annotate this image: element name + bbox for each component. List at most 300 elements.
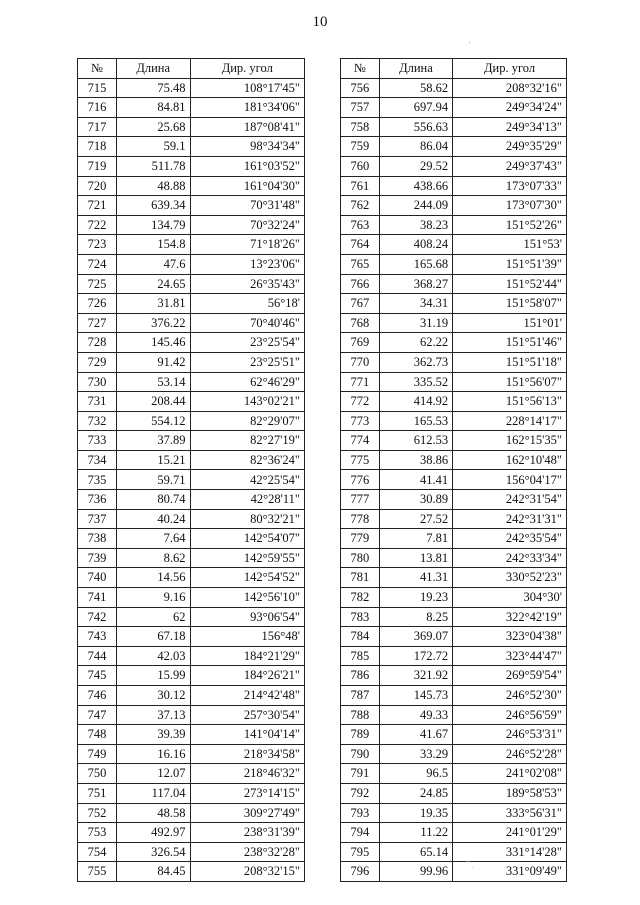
table-row — [341, 176, 567, 196]
cell-number: 721 — [78, 196, 117, 216]
cell-length: 19.23 — [379, 588, 452, 608]
table-row — [78, 156, 305, 176]
cell-length: 335.52 — [379, 372, 452, 392]
table-row — [341, 764, 567, 784]
table-row — [341, 568, 567, 588]
cell-angle: 228°14'17" — [453, 411, 567, 431]
cell-angle: 242°31'31" — [453, 509, 567, 529]
cell-number: 715 — [78, 78, 117, 98]
cell-number: 741 — [78, 588, 117, 608]
cell-length: 42.03 — [116, 646, 190, 666]
cell-angle: 238°31'39" — [190, 823, 304, 843]
table-row — [341, 372, 567, 392]
cell-number: 789 — [341, 725, 380, 745]
cell-number: 727 — [78, 313, 117, 333]
cell-number: 731 — [78, 392, 117, 412]
cell-length: 556.63 — [379, 117, 452, 137]
cell-number: 724 — [78, 254, 117, 274]
cell-angle: 151°52'26" — [453, 215, 567, 235]
cell-number: 734 — [78, 450, 117, 470]
cell-angle: 82°29'07" — [190, 411, 304, 431]
cell-number: 750 — [78, 764, 117, 784]
cell-length: 65.14 — [379, 842, 452, 862]
cell-number: 729 — [78, 352, 117, 372]
cell-length: 41.67 — [379, 725, 452, 745]
table-row — [78, 98, 305, 118]
cell-angle: 330°52'23" — [453, 568, 567, 588]
cell-length: 438.66 — [379, 176, 452, 196]
cell-number: 790 — [341, 744, 380, 764]
cell-length: 67.18 — [116, 627, 190, 647]
cell-length: 40.24 — [116, 509, 190, 529]
cell-angle: 156°48' — [190, 627, 304, 647]
table-row — [341, 686, 567, 706]
cell-length: 19.35 — [379, 803, 452, 823]
cell-length: 30.89 — [379, 490, 452, 510]
cell-number: 771 — [341, 372, 380, 392]
cell-number: 775 — [341, 450, 380, 470]
cell-length: 134.79 — [116, 215, 190, 235]
cell-number: 772 — [341, 392, 380, 412]
cell-length: 37.13 — [116, 705, 190, 725]
cell-length: 326.54 — [116, 842, 190, 862]
table-row — [78, 431, 305, 451]
cell-length: 117.04 — [116, 783, 190, 803]
cell-number: 786 — [341, 666, 380, 686]
cell-angle: 208°32'15" — [190, 862, 304, 882]
cell-length: 368.27 — [379, 274, 452, 294]
cell-angle: 322°42'19" — [453, 607, 567, 627]
cell-angle: 331°14'28" — [453, 842, 567, 862]
cell-angle: 82°27'19" — [190, 431, 304, 451]
cell-length: 414.92 — [379, 392, 452, 412]
cell-length: 12.07 — [116, 764, 190, 784]
table-row — [341, 98, 567, 118]
cell-number: 717 — [78, 117, 117, 137]
cell-length: 554.12 — [116, 411, 190, 431]
cell-length: 62 — [116, 607, 190, 627]
cell-length: 244.09 — [379, 196, 452, 216]
cell-angle: 70°40'46" — [190, 313, 304, 333]
cell-angle: 82°36'24" — [190, 450, 304, 470]
table-row — [78, 352, 305, 372]
column-header-number: № — [341, 59, 380, 79]
cell-angle: 142°54'07" — [190, 529, 304, 549]
table-row — [341, 646, 567, 666]
table-row — [341, 470, 567, 490]
cell-angle: 42°28'11" — [190, 490, 304, 510]
table-row — [341, 509, 567, 529]
cell-length: 24.85 — [379, 783, 452, 803]
cell-angle: 242°33'34" — [453, 548, 567, 568]
cell-length: 376.22 — [116, 313, 190, 333]
cell-number: 782 — [341, 588, 380, 608]
cell-number: 777 — [341, 490, 380, 510]
table-row — [78, 529, 305, 549]
cell-length: 59.1 — [116, 137, 190, 157]
cell-angle: 173°07'33" — [453, 176, 567, 196]
table-row — [78, 117, 305, 137]
table-row — [78, 783, 305, 803]
cell-length: 16.16 — [116, 744, 190, 764]
table-row — [341, 705, 567, 725]
column-header-angle: Дир. угол — [190, 59, 304, 79]
table-row — [78, 744, 305, 764]
table-row — [78, 333, 305, 353]
cell-length: 24.65 — [116, 274, 190, 294]
column-header-length: Длина — [116, 59, 190, 79]
cell-angle: 241°01'29" — [453, 823, 567, 843]
table-row — [341, 196, 567, 216]
cell-length: 33.29 — [379, 744, 452, 764]
cell-length: 38.86 — [379, 450, 452, 470]
table-row — [341, 431, 567, 451]
cell-number: 795 — [341, 842, 380, 862]
cell-length: 321.92 — [379, 666, 452, 686]
cell-length: 172.72 — [379, 646, 452, 666]
column-header-number: № — [78, 59, 117, 79]
table-row — [78, 274, 305, 294]
cell-length: 86.04 — [379, 137, 452, 157]
cell-length: 31.81 — [116, 294, 190, 314]
cell-angle: 151°58'07" — [453, 294, 567, 314]
cell-number: 730 — [78, 372, 117, 392]
cell-length: 408.24 — [379, 235, 452, 255]
cell-angle: 249°35'29" — [453, 137, 567, 157]
cell-number: 769 — [341, 333, 380, 353]
table-row — [341, 588, 567, 608]
cell-angle: 70°31'48" — [190, 196, 304, 216]
cell-angle: 273°14'15" — [190, 783, 304, 803]
cell-angle: 181°34'06" — [190, 98, 304, 118]
table-row — [78, 548, 305, 568]
cell-angle: 162°15'35" — [453, 431, 567, 451]
column-header-angle: Дир. угол — [453, 59, 567, 79]
cell-number: 752 — [78, 803, 117, 823]
cell-number: 774 — [341, 431, 380, 451]
cell-number: 728 — [78, 333, 117, 353]
cell-number: 793 — [341, 803, 380, 823]
table-row — [341, 78, 567, 98]
cell-angle: 151°51'46" — [453, 333, 567, 353]
cell-number: 761 — [341, 176, 380, 196]
cell-length: 11.22 — [379, 823, 452, 843]
cell-number: 743 — [78, 627, 117, 647]
cell-length: 15.21 — [116, 450, 190, 470]
cell-angle: 70°32'24" — [190, 215, 304, 235]
cell-angle: 151°51'18" — [453, 352, 567, 372]
table-row — [78, 196, 305, 216]
cell-angle: 56°18' — [190, 294, 304, 314]
cell-length: 154.8 — [116, 235, 190, 255]
cell-length: 80.74 — [116, 490, 190, 510]
cell-angle: 242°35'54" — [453, 529, 567, 549]
cell-angle: 151°56'13" — [453, 392, 567, 412]
cell-angle: 151°52'44" — [453, 274, 567, 294]
cell-angle: 62°46'29" — [190, 372, 304, 392]
cell-length: 15.99 — [116, 666, 190, 686]
cell-number: 733 — [78, 431, 117, 451]
cell-number: 776 — [341, 470, 380, 490]
cell-number: 765 — [341, 254, 380, 274]
table-row — [341, 744, 567, 764]
table-row — [341, 352, 567, 372]
cell-number: 732 — [78, 411, 117, 431]
cell-number: 759 — [341, 137, 380, 157]
table-row — [341, 627, 567, 647]
table-row — [78, 137, 305, 157]
cell-length: 25.68 — [116, 117, 190, 137]
table-row — [78, 450, 305, 470]
cell-angle: 151°51'39" — [453, 254, 567, 274]
cell-angle: 208°32'16" — [453, 78, 567, 98]
cell-length: 31.19 — [379, 313, 452, 333]
table-row — [78, 646, 305, 666]
cell-length: 53.14 — [116, 372, 190, 392]
table-row — [341, 607, 567, 627]
cell-length: 362.73 — [379, 352, 452, 372]
cell-number: 778 — [341, 509, 380, 529]
table-row — [341, 842, 567, 862]
cell-number: 780 — [341, 548, 380, 568]
cell-length: 7.64 — [116, 529, 190, 549]
table-row — [78, 627, 305, 647]
cell-number: 760 — [341, 156, 380, 176]
cell-number: 738 — [78, 529, 117, 549]
table-row — [78, 862, 305, 882]
table-row — [341, 725, 567, 745]
cell-number: 766 — [341, 274, 380, 294]
cell-number: 722 — [78, 215, 117, 235]
cell-length: 37.89 — [116, 431, 190, 451]
cell-angle: 184°26'21" — [190, 666, 304, 686]
cell-length: 8.62 — [116, 548, 190, 568]
cell-number: 755 — [78, 862, 117, 882]
cell-length: 48.58 — [116, 803, 190, 823]
cell-number: 725 — [78, 274, 117, 294]
cell-length: 165.68 — [379, 254, 452, 274]
cell-angle: 93°06'54" — [190, 607, 304, 627]
cell-length: 41.31 — [379, 568, 452, 588]
cell-number: 749 — [78, 744, 117, 764]
cell-length: 29.52 — [379, 156, 452, 176]
table-row — [341, 254, 567, 274]
cell-angle: 26°35'43" — [190, 274, 304, 294]
cell-number: 787 — [341, 686, 380, 706]
table-row — [341, 490, 567, 510]
cell-length: 13.81 — [379, 548, 452, 568]
cell-number: 794 — [341, 823, 380, 843]
cell-angle: 238°32'28" — [190, 842, 304, 862]
table-row — [341, 274, 567, 294]
cell-angle: 257°30'54" — [190, 705, 304, 725]
table-row — [341, 862, 567, 882]
table-row — [341, 823, 567, 843]
cell-length: 48.88 — [116, 176, 190, 196]
cell-number: 792 — [341, 783, 380, 803]
cell-number: 739 — [78, 548, 117, 568]
table-row — [78, 78, 305, 98]
table-row — [78, 294, 305, 314]
cell-length: 59.71 — [116, 470, 190, 490]
cell-length: 91.42 — [116, 352, 190, 372]
table-row — [341, 392, 567, 412]
cell-angle: 151°56'07" — [453, 372, 567, 392]
cell-angle: 242°31'54" — [453, 490, 567, 510]
cell-angle: 189°58'53" — [453, 783, 567, 803]
cell-number: 746 — [78, 686, 117, 706]
cell-length: 145.46 — [116, 333, 190, 353]
table-row — [341, 294, 567, 314]
cell-length: 30.12 — [116, 686, 190, 706]
cell-angle: 98°34'34" — [190, 137, 304, 157]
cell-length: 612.53 — [379, 431, 452, 451]
table-row — [78, 176, 305, 196]
cell-angle: 184°21'29" — [190, 646, 304, 666]
table-header-row — [78, 59, 305, 79]
cell-number: 751 — [78, 783, 117, 803]
cell-number: 745 — [78, 666, 117, 686]
table-row — [78, 254, 305, 274]
cell-angle: 309°27'49" — [190, 803, 304, 823]
cell-angle: 249°37'43" — [453, 156, 567, 176]
cell-number: 768 — [341, 313, 380, 333]
cell-number: 740 — [78, 568, 117, 588]
table-row — [78, 725, 305, 745]
cell-number: 788 — [341, 705, 380, 725]
cell-length: 697.94 — [379, 98, 452, 118]
cell-angle: 162°10'48" — [453, 450, 567, 470]
cell-length: 41.41 — [379, 470, 452, 490]
cell-number: 796 — [341, 862, 380, 882]
cell-number: 767 — [341, 294, 380, 314]
coordinates-table-right — [340, 58, 567, 882]
cell-number: 791 — [341, 764, 380, 784]
cell-number: 781 — [341, 568, 380, 588]
table-row — [78, 411, 305, 431]
table-row — [341, 313, 567, 333]
cell-number: 784 — [341, 627, 380, 647]
coordinates-table-left — [77, 58, 305, 882]
cell-angle: 246°53'31" — [453, 725, 567, 745]
cell-number: 748 — [78, 725, 117, 745]
table-row — [341, 529, 567, 549]
table-row — [78, 509, 305, 529]
table-row — [78, 666, 305, 686]
cell-length: 9.16 — [116, 588, 190, 608]
table-row — [78, 392, 305, 412]
cell-number: 742 — [78, 607, 117, 627]
cell-number: 718 — [78, 137, 117, 157]
table-row — [341, 450, 567, 470]
table-row — [78, 313, 305, 333]
table-row — [78, 372, 305, 392]
cell-angle: 142°56'10" — [190, 588, 304, 608]
cell-number: 726 — [78, 294, 117, 314]
table-row — [78, 490, 305, 510]
table-row — [341, 803, 567, 823]
table-row — [341, 666, 567, 686]
table-row — [78, 823, 305, 843]
table-row — [78, 588, 305, 608]
cell-angle: 108°17'45" — [190, 78, 304, 98]
cell-length: 96.5 — [379, 764, 452, 784]
cell-number: 736 — [78, 490, 117, 510]
cell-number: 763 — [341, 215, 380, 235]
cell-length: 58.62 — [379, 78, 452, 98]
cell-angle: 241°02'08" — [453, 764, 567, 784]
table-row — [78, 686, 305, 706]
cell-length: 511.78 — [116, 156, 190, 176]
cell-number: 764 — [341, 235, 380, 255]
page-number: 10 — [312, 14, 328, 30]
cell-number: 723 — [78, 235, 117, 255]
cell-number: 773 — [341, 411, 380, 431]
table-row — [78, 470, 305, 490]
cell-length: 62.22 — [379, 333, 452, 353]
table-row — [341, 117, 567, 137]
cell-number: 762 — [341, 196, 380, 216]
cell-number: 783 — [341, 607, 380, 627]
cell-angle: 143°02'21" — [190, 392, 304, 412]
cell-number: 719 — [78, 156, 117, 176]
cell-angle: 249°34'13" — [453, 117, 567, 137]
cell-angle: 333°56'31" — [453, 803, 567, 823]
scan-speck: ʼ — [468, 40, 471, 50]
cell-angle: 331°09'49" — [453, 862, 567, 882]
cell-angle: 71°18'26" — [190, 235, 304, 255]
table-row — [341, 333, 567, 353]
cell-length: 639.34 — [116, 196, 190, 216]
cell-angle: 246°56'59" — [453, 705, 567, 725]
cell-length: 39.39 — [116, 725, 190, 745]
table-row — [78, 842, 305, 862]
cell-angle: 42°25'54" — [190, 470, 304, 490]
cell-length: 84.81 — [116, 98, 190, 118]
cell-number: 754 — [78, 842, 117, 862]
table-row — [341, 235, 567, 255]
table-row — [78, 215, 305, 235]
cell-angle: 249°34'24" — [453, 98, 567, 118]
cell-angle: 187°08'41" — [190, 117, 304, 137]
table-row — [78, 764, 305, 784]
table-row — [78, 607, 305, 627]
cell-length: 7.81 — [379, 529, 452, 549]
cell-number: 756 — [341, 78, 380, 98]
cell-angle: 156°04'17" — [453, 470, 567, 490]
cell-length: 84.45 — [116, 862, 190, 882]
cell-angle: 323°04'38" — [453, 627, 567, 647]
cell-length: 47.6 — [116, 254, 190, 274]
cell-angle: 173°07'30" — [453, 196, 567, 216]
cell-angle: 23°25'54" — [190, 333, 304, 353]
cell-angle: 214°42'48" — [190, 686, 304, 706]
cell-angle: 246°52'28" — [453, 744, 567, 764]
table-row — [78, 235, 305, 255]
cell-angle: 269°59'54" — [453, 666, 567, 686]
cell-angle: 151°53' — [453, 235, 567, 255]
table-row — [341, 156, 567, 176]
cell-angle: 80°32'21" — [190, 509, 304, 529]
table-row — [341, 548, 567, 568]
cell-length: 145.73 — [379, 686, 452, 706]
cell-angle: 161°03'52" — [190, 156, 304, 176]
cell-number: 770 — [341, 352, 380, 372]
cell-number: 747 — [78, 705, 117, 725]
cell-length: 369.07 — [379, 627, 452, 647]
cell-length: 208.44 — [116, 392, 190, 412]
cell-angle: 23°25'51" — [190, 352, 304, 372]
